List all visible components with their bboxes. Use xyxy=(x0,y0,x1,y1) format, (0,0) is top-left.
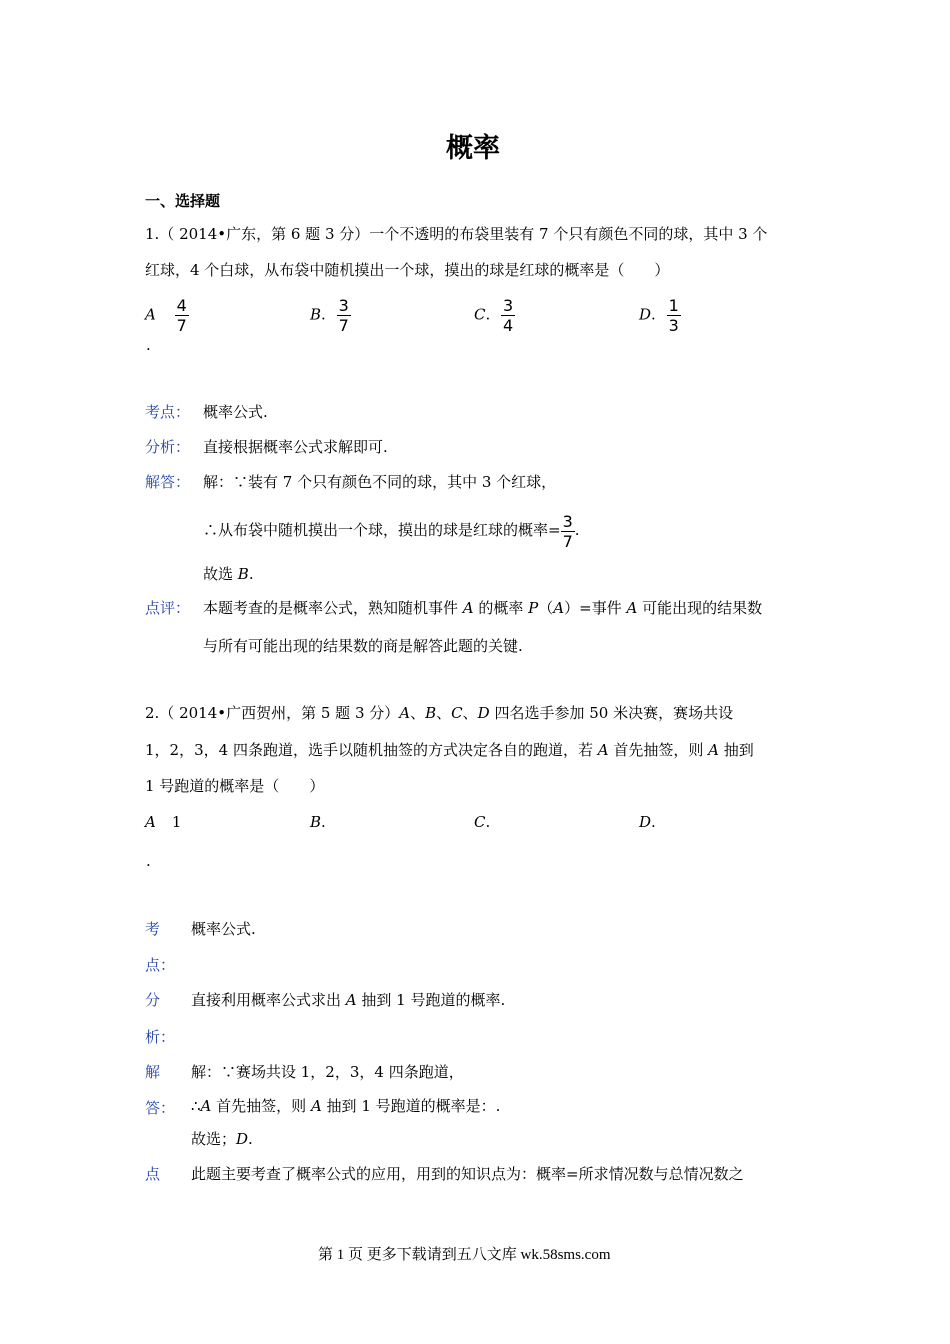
var: C xyxy=(451,704,463,722)
q2-option-d xyxy=(639,812,656,832)
q2-option-b xyxy=(310,812,326,832)
option-fraction xyxy=(667,296,681,335)
q1-kaodian: 概率公式. xyxy=(203,403,268,421)
text: 1，2，3，4 四条跑道，选手以随机抽签的方式决定各自的跑道，若 xyxy=(145,741,598,759)
q2-kaodian-label-1: 考 xyxy=(145,920,161,938)
q2-stem-line2 xyxy=(145,740,754,760)
q1-jieda-line3 xyxy=(203,564,254,584)
fraction-numerator: 3 xyxy=(503,296,514,315)
text: 本题考查的是概率公式，熟知随机事件 xyxy=(203,599,463,617)
option-letter: D xyxy=(639,305,652,324)
q2-stem-line1 xyxy=(145,703,733,723)
text: ∴ xyxy=(191,1097,201,1115)
text: 、 xyxy=(436,704,452,722)
text: 抽到 1 号跑道的概率. xyxy=(356,991,506,1009)
option-sep: . xyxy=(651,813,656,831)
option-sep: . xyxy=(321,813,326,831)
var: P xyxy=(528,599,539,617)
q2-jieda-label-1: 解 xyxy=(145,1063,161,1081)
q2-stem-line3: 1 号跑道的概率是（ ） xyxy=(145,777,325,795)
q2-jieda-label-2: 答： xyxy=(145,1099,176,1117)
q2-dianping: 此题主要考查了概率公式的应用，用到的知识点为：概率=所求情况数与总情况数之 xyxy=(191,1165,744,1183)
q1-stem-line1: 1.（ 2014•广东，第 6 题 3 分）一个不透明的布袋里装有 7 个只有颜色不同的球，其中 3 个 xyxy=(145,225,768,243)
option-sep: . xyxy=(485,305,491,324)
text: 四名选手参加 50 米决赛，赛场共设 xyxy=(489,704,734,722)
q1-dianping-line1 xyxy=(203,598,762,618)
q1-kaodian-label: 考点： xyxy=(145,403,191,421)
fraction-numerator: 1 xyxy=(668,296,679,315)
text: 可能出现的结果数 xyxy=(637,599,763,617)
jieda-end: . xyxy=(248,565,254,583)
q1-option-dot: . xyxy=(146,336,151,354)
option-letter: B xyxy=(310,813,322,831)
fraction-numerator: 3 xyxy=(562,511,573,531)
option-sep: . xyxy=(485,813,491,831)
section-heading: 一、选择题 xyxy=(145,192,221,210)
q1-stem-line2: 红球，4 个白球，从布袋中随机摸出一个球，摸出的球是红球的概率是（ ） xyxy=(145,261,670,279)
var: A xyxy=(626,599,638,617)
text: 首先抽签，则 xyxy=(608,741,709,759)
q2-kaodian: 概率公式. xyxy=(191,920,256,938)
fraction-denominator: 7 xyxy=(562,531,573,551)
var: A xyxy=(345,991,357,1009)
var: A xyxy=(462,599,474,617)
q1-jieda-line2 xyxy=(203,511,580,551)
q1-jieda-line1: 解：∵装有 7 个只有颜色不同的球，其中 3 个红球， xyxy=(203,473,557,491)
page-title: 概率 xyxy=(446,133,500,164)
fraction-denominator: 3 xyxy=(668,316,679,335)
q2-dianping-label: 点 xyxy=(145,1165,161,1183)
text: 的概率 xyxy=(473,599,529,617)
text: （ xyxy=(538,599,554,617)
option-letter: D xyxy=(639,813,652,831)
fraction-denominator: 7 xyxy=(338,316,349,335)
option-sep: . xyxy=(651,305,656,324)
option-letter: C xyxy=(474,813,486,831)
q2-fenxi-label-1: 分 xyxy=(145,991,161,1009)
fraction-denominator: 4 xyxy=(503,316,514,335)
var: B xyxy=(425,704,437,722)
text: 、 xyxy=(462,704,478,722)
var: A xyxy=(553,599,565,617)
q1-jieda-label: 解答： xyxy=(145,473,191,491)
answer-fraction xyxy=(561,512,575,551)
text: 直接利用概率公式求出 xyxy=(191,991,346,1009)
q1-fenxi-label: 分析： xyxy=(145,438,191,456)
q1-option-c xyxy=(474,296,515,335)
text: . xyxy=(248,1130,253,1148)
q1-dianping-label: 点评： xyxy=(145,599,191,617)
fraction-numerator: 3 xyxy=(338,296,349,315)
var: A xyxy=(399,704,411,722)
option-fraction xyxy=(175,296,189,335)
jieda-end: . xyxy=(574,521,580,539)
option-letter: B xyxy=(310,305,322,324)
var: A xyxy=(708,741,719,759)
option-sep: . xyxy=(321,305,326,324)
fraction-denominator: 7 xyxy=(176,316,187,335)
q2-jieda-line1: 解：∵赛场共设 1，2，3，4 四条跑道， xyxy=(191,1063,464,1081)
var: A xyxy=(200,1097,212,1115)
answer-letter: D xyxy=(236,1130,249,1148)
option-value: 1 xyxy=(171,813,182,831)
text: 抽到 1 号跑道的概率是：. xyxy=(321,1097,501,1115)
q1-option-d xyxy=(639,296,681,335)
option-letter: C xyxy=(474,305,486,324)
text: ）=事件 xyxy=(564,599,627,617)
jieda-text: ∴从布袋中随机摸出一个球，摸出的球是红球的概率= xyxy=(203,521,561,539)
text: 、 xyxy=(410,704,426,722)
text: 首先抽签，则 xyxy=(211,1097,311,1115)
q2-jieda-line3 xyxy=(191,1129,253,1149)
fraction-numerator: 4 xyxy=(176,296,187,315)
text: 故选； xyxy=(191,1130,237,1148)
q2-fenxi xyxy=(191,990,505,1010)
answer-letter: B xyxy=(237,565,249,583)
option-letter: A xyxy=(145,813,156,831)
q1-dianping-line2: 与所有可能出现的结果数的商是解答此题的关键. xyxy=(203,637,523,655)
q2-option-dot: . xyxy=(146,852,151,870)
option-letter: A xyxy=(145,305,156,324)
var: A xyxy=(597,741,609,759)
q2-fenxi-label-2: 析： xyxy=(145,1028,176,1046)
option-fraction xyxy=(337,296,351,335)
text: 抽到 xyxy=(718,741,754,759)
q1-fenxi: 直接根据概率公式求解即可. xyxy=(203,438,388,456)
text: 2.（ 2014•广西贺州，第 5 题 3 分） xyxy=(145,704,400,722)
var: D xyxy=(477,704,490,722)
q2-kaodian-label-2: 点： xyxy=(145,956,176,974)
q1-option-b xyxy=(310,296,351,335)
option-fraction xyxy=(501,296,515,335)
q1-option-a xyxy=(145,296,189,335)
q2-option-a xyxy=(145,812,181,832)
jieda-text: 故选 xyxy=(203,565,238,583)
page-footer: 第 1 页 更多下载请到五八文库 wk.58sms.com xyxy=(318,1247,611,1263)
q2-option-c xyxy=(474,812,490,832)
var: A xyxy=(310,1097,322,1115)
q2-jieda-line2 xyxy=(191,1096,500,1116)
